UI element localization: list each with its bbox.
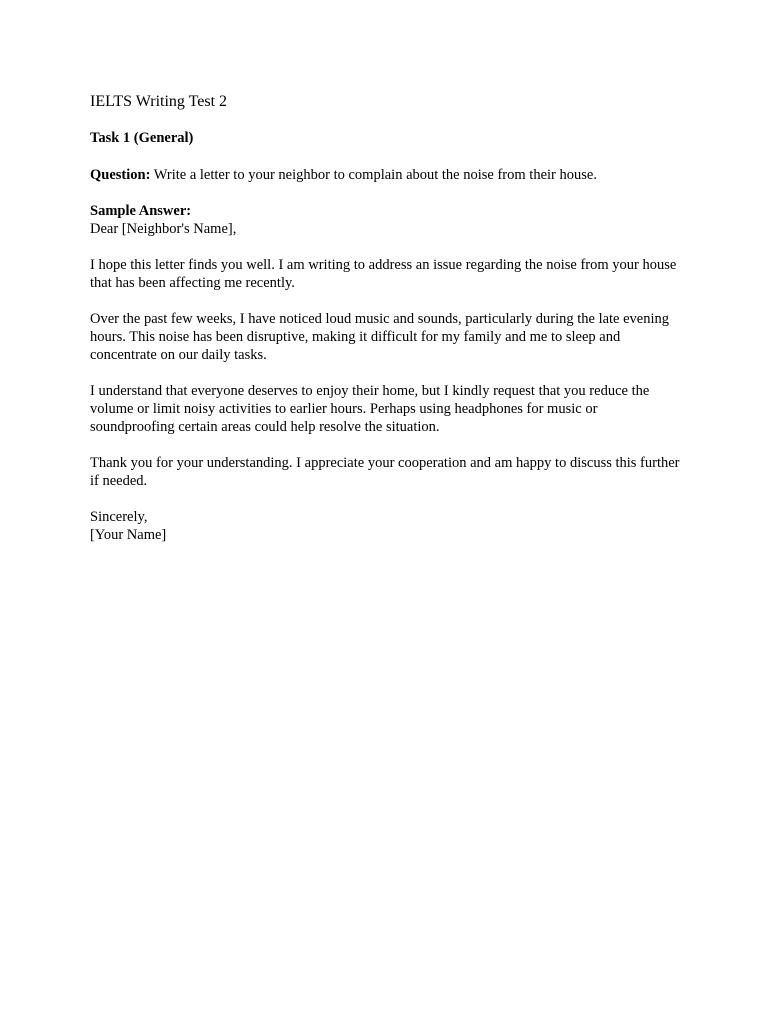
letter-paragraph-3: I understand that everyone deserves to enjoy their home, but I kindly request that you reduce the volume or limit noisy activities to earlier hours. Perhaps using headphones for music or soundproofing certain areas could help resolve the situation. <box>90 383 650 435</box>
task-heading: Task 1 (General) <box>90 130 194 146</box>
sample-answer-label: Sample Answer: <box>90 203 192 219</box>
letter-paragraph-4: Thank you for your understanding. I appreciate your cooperation and am happy to discuss this further if needed. <box>90 455 680 489</box>
question-text: Write a letter to your neighbor to complain about the noise from their house. <box>150 167 597 183</box>
sample-answer-block <box>90 202 680 238</box>
question-paragraph <box>90 166 680 184</box>
letter-paragraph-2: Over the past few weeks, I have noticed loud music and sounds, particularly during the late evening hours. This noise has been disruptive, making it difficult for my family and me to sleep and concentrate on our daily tasks. <box>90 311 670 363</box>
letter-salutation: Dear [Neighbor's Name], <box>90 221 237 237</box>
document-title: IELTS Writing Test 2 <box>90 93 228 110</box>
letter-signature: [Your Name] <box>90 527 167 543</box>
letter-paragraph-1: I hope this letter finds you well. I am writing to address an issue regarding the noise from your house that has been affecting me recently. <box>90 257 677 291</box>
question-label: Question: <box>90 167 151 183</box>
letter-signoff <box>90 508 680 544</box>
letter-closing: Sincerely, <box>90 509 148 525</box>
